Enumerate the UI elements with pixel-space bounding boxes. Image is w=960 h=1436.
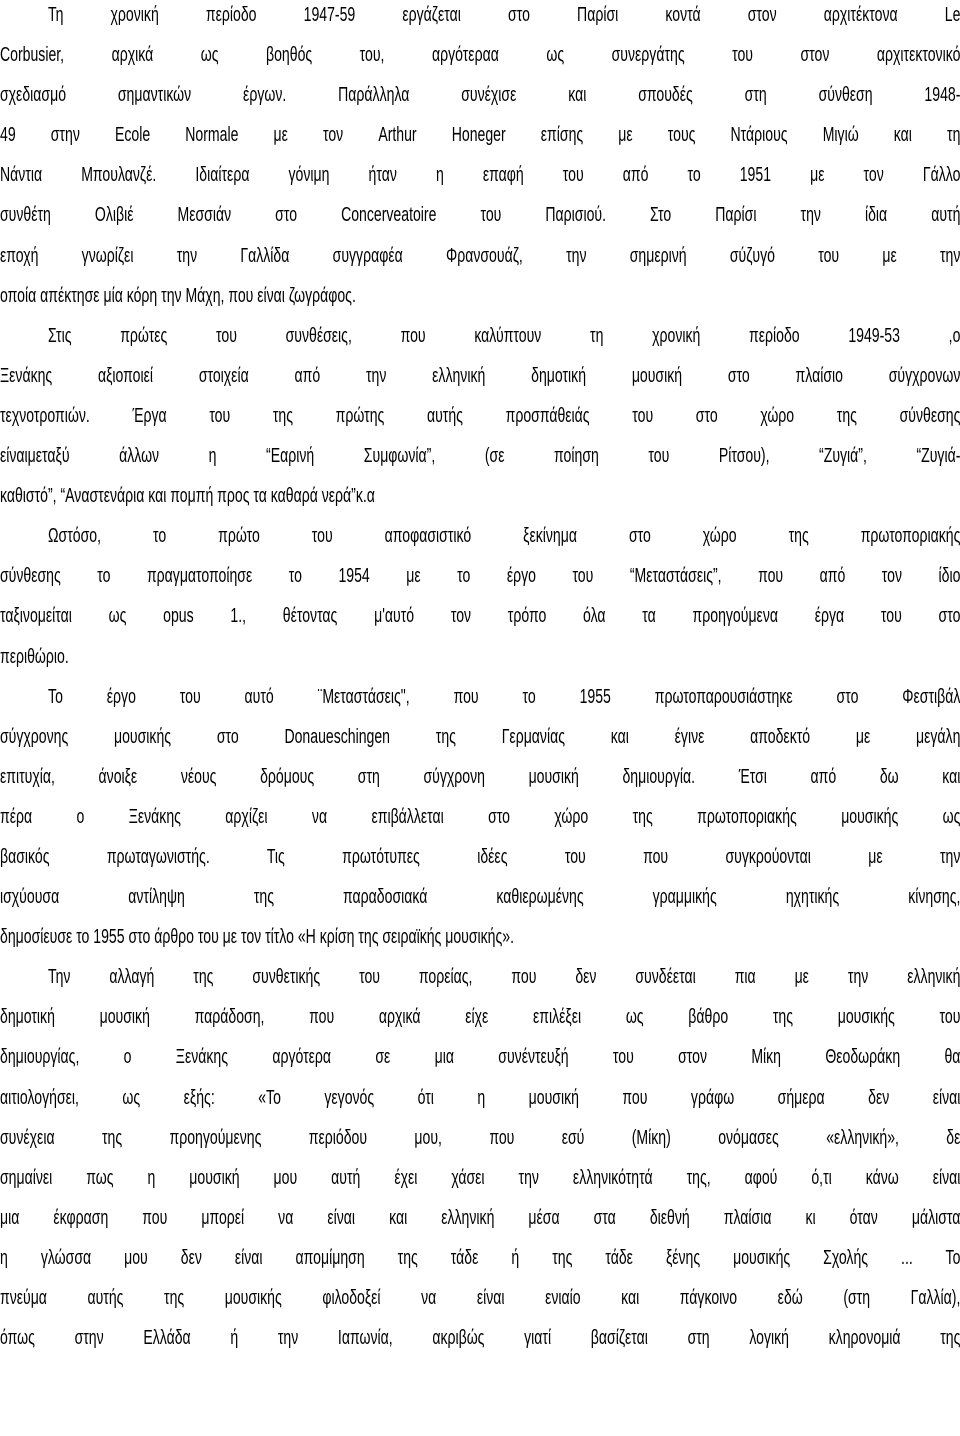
paragraph [0, 957, 960, 1358]
text-line: Ξενάκης αξιοποιεί στοιχεία από την ελληνική δημοτική μουσική στο πλαίσιο σύγχρονων [0, 363, 960, 387]
text-line: πνεύμα αυτής της μουσικής φιλοδοξεί να είναι ενιαίο και πάγκοινο εδώ (στη Γαλλία), [0, 1286, 960, 1309]
paragraph [0, 316, 960, 516]
text-line: 49 στην Ecole Normale με τον Arthur Honeger επίσης με τους Ντάριους Μιγιώ και τη [0, 123, 960, 147]
paragraph [0, 516, 960, 676]
text-line: σχεδιασμό σημαντικών έργων. Παράλληλα συνέχισε και σπουδές στη σύνθεση 1948- [0, 83, 960, 107]
text-line: πέρα ο Ξενάκης αρχίζει να επιβάλλεται στο χώρο της πρωτοποριακής μουσικής ως [0, 804, 960, 828]
text-line: Ωστόσο, το πρώτο του αποφασιστικό ξεκίνημα στο χώρο της πρωτοποριακής [48, 524, 960, 548]
text-line: δημοτική μουσική παράδοση, που αρχικά είχε επιλέξει ως βάθρο της μουσικής του [0, 1005, 960, 1029]
text-line: σύνθεσης το πραγματοποίησε το 1954 με το έργο του “Μεταστάσεις”, που από τον ίδιο [0, 564, 960, 588]
text-line: συνέχεια της προηγούμενης περιόδου μου, που εσύ (Μίκη) ονόμασες «ελληνική», δε [0, 1125, 960, 1149]
text-line: Corbusier, αρχικά ως βοηθός του, αργότεραα ως συνεργάτης του στον αρχιτεκτονικό [0, 43, 960, 67]
text-line: είναιμεταξύ άλλων η “Εαρινή Συμφωνία”, (σε ποίηση του Ρίτσου), “Ζυγιά”, “Ζυγιά- [0, 444, 960, 468]
text-line: Τη χρονική περίοδο 1947-59 εργάζεται στο Παρίσι κοντά στον αρχιτέκτονα Le [48, 3, 960, 26]
text-line: αιτιολογήσει, ως εξής: «Το γεγονός ότι η μουσική που γράφω σήμερα δεν είναι [0, 1085, 960, 1109]
text-line: Το έργο του αυτό ¨Μεταστάσεις", που το 1955 πρωτοπαρουσιάστηκε στο Φεστιβάλ [48, 684, 960, 708]
text-line: σημαίνει πως η μουσική μου αυτή έχει χάσει την ελληνικότητά της, αφού ό,τι κάνω είναι [0, 1165, 960, 1189]
text-line: όπως στην Ελλάδα ή την Ιαπωνία, ακριβώς γιατί βασίζεται στη λογική κληρονομιά της [0, 1326, 960, 1350]
text-line: Την αλλαγή της συνθετικής του πορείας, που δεν συνδέεται πια με την ελληνική [48, 965, 960, 989]
text-line: τεχνοτροπιών. Έργα του της πρώτης αυτής προσπάθειάς του στο χώρο της σύνθεσης [0, 403, 960, 427]
text-line: οποία απέκτησε μία κόρη την Μάχη, που είναι ζωγράφος. [0, 283, 356, 307]
text-line: η γλώσσα μου δεν είναι απομίμηση της τάδε ή της τάδε ξένης μουσικής Σχολής ... Το [0, 1245, 960, 1269]
text-line: δημιουργίας, ο Ξενάκης αργότερα σε μια συνέντευξή του στον Μίκη Θεοδωράκη θα [0, 1045, 960, 1069]
text-line: Νάντια Μπουλανζέ. Ιδιαίτερα γόνιμη ήταν η επαφή του από το 1951 με τον Γάλλο [0, 163, 960, 187]
text-line: μια έκφραση που μπορεί να είναι και ελληνική μέσα στα διεθνή πλαίσια κι όταν μάλιστα [0, 1205, 960, 1229]
text-line: περιθώριο. [0, 644, 69, 668]
text-line: βασικός πρωταγωνιστής. Τις πρωτότυπες ιδέες του που συγκρούονται με την [0, 844, 960, 868]
text-line: ισχύουσα αντίληψη της παραδοσιακά καθιερωμένης γραμμικής ηχητικής κίνησης, [0, 885, 960, 909]
text-line: δημοσίευσε το 1955 στο άρθρο του με τον τίτλο «Η κρίση της σειραϊκής μουσικής». [0, 925, 515, 949]
text-line: ταξινομείται ως opus 1., θέτοντας μ'αυτό τον τρόπο όλα τα προηγούμενα έργα του στο [0, 604, 960, 628]
text-line: επιτυχία, άνοιξε νέους δρόμους στη σύγχρονη μουσική δημιουργία. Έτσι από δω και [0, 764, 960, 788]
text-line: συνθέτη Ολιβιέ Μεσσιάν στο Concerveatoire του Παρισιού. Στο Παρίσι την ίδια αυτή [0, 203, 960, 227]
text-line: καθιστό”, “Αναστενάρια και πομπή προς τα καθαρά νερά”κ.α [0, 484, 375, 508]
paragraph [0, 677, 960, 958]
text-line: σύγχρονης μουσικής στο Donaueschingen της Γερμανίας και έγινε αποδεκτό με μεγάλη [0, 724, 960, 748]
text-line: Στις πρώτες του συνθέσεις, που καλύπτουν τη χρονική περίοδο 1949-53 ,ο [48, 323, 960, 347]
paragraph [0, 0, 960, 316]
text-line: εποχή γνωρίζει την Γαλλίδα συγγραφέα Φρανσουάζ, την σημερινή σύζυγό του με την [0, 243, 960, 267]
